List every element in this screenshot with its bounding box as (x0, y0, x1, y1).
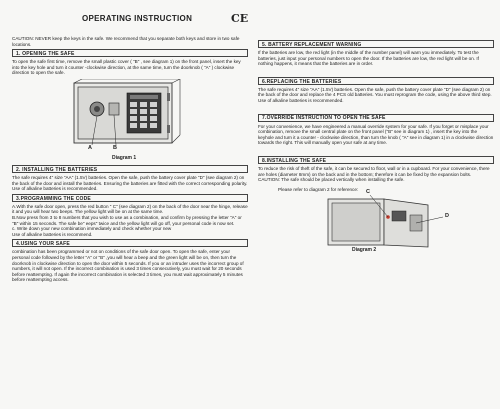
header (12, 6, 248, 24)
section-body-battery-warning: If the batteries are low, the red light (in the middle of the number panel) will warn you immediately. To test the batteries, just input your personal numbers to open the door. If the batteries are low, the red light will be on. If nothing happens, it means that the batteries are in order. (258, 50, 479, 67)
caution-note: CAUTION: NEVER keep the keys in the safe. We recommend that you separate both keys and store in two safe locations. (12, 36, 240, 47)
section-body-override: For your convenience, we have engineered a manual override system for your safe. If you forget or misplace your combination, remove the small central plate on the front panel ("B" see in diagram 1) , insert the key into the keyhole and turn it a counter - clockwise direction, than turn the knob ( "A" see in diagram 1) in a clockwise direction towards the right. This will manually open your safe at any time. (258, 123, 494, 146)
section-heading-installing-safe: 8.INSTALLING THE SAFE (258, 156, 494, 164)
right-column (258, 38, 494, 255)
safe-back-illustration (258, 195, 494, 255)
section-body-programming (12, 204, 248, 238)
programming-step-a: A.With the safe door open, press the red button " C" (see diagram 2) on the back of the door near the hinge, release it and you will hear two beeps. The yellow light will be on at the same time. (12, 203, 248, 215)
section-body-using-safe: combination has been programmed or not on conditions of the safe door open. To open the safe, enter your personal code followed by the letter "A" or "B" ,you will hear a beep and the green light will be on, then turn the doorknob in clockwise direction to open the door within 5 seconds. If you or an intruder uses the incorrect group of numbers, it will not open. If the incorrect combination is used 3 times consecutively, you must wait for 20 seconds before reattempting. If again the incorrect combination is selected 3 times, you must wait approximately 5 minutes before reattempting access. (12, 249, 244, 283)
section-heading-opening: 1. OPENING THE SAFE (12, 49, 248, 57)
diagram-2-reference: Please refer to diagram 2 for reference: (278, 186, 359, 192)
section-heading-override: 7.OVERRIDE INSTRUCTION TO OPEN THE SAFE (258, 114, 494, 122)
section-heading-programming: 3.PROGRAMMING THE CODE (12, 194, 248, 202)
section-body-installing-batteries: The safe requires 4" size "AA" (1.5V) batteries. Open the safe, push the battery cover plate "D" (see diagram 2) on the back of the door and install the batteries. Ensuring the batteries are fitted with the correct corresponding polarity. Use of alkaline batteries is recommended. (12, 174, 248, 192)
programming-step-c: c. Write down your new combination immediately and check whether your new (12, 226, 172, 232)
section-heading-using-safe: 4.USING YOUR SAFE (12, 239, 248, 247)
diagram-1-label-b: B (113, 144, 117, 151)
programming-note: Use of alkaline batteries is recommend. (12, 231, 93, 237)
diagram-2-label-c: C (366, 189, 370, 196)
diagram-1-label-a: A (88, 144, 92, 151)
section-body-replacing-batteries: The safe requires 4" size "AA" (1.5V) batteries. Open the safe, push the battery cover plate "D" (see diagram 2) on the back of the door and replace the 4 PCS old batteries. You must reprogram the code, using the above third step. Use of alkaline batteries is recommended. (258, 86, 492, 103)
section-heading-installing-batteries: 2. INSTALLING THE BATTERIES (12, 165, 248, 173)
diagram-1-caption: Diagram 1 (112, 154, 137, 161)
safe-front-illustration (12, 79, 248, 163)
section-body-opening: To open the safe first time, remove the small plastic cover ( "B" , see diagram 1) on the front panel, insert the key into the key hole and turn it counter -clockwise direction, at the same time, turn the doorknob ( "A" ) clockwise direction to open the safe. (12, 59, 241, 76)
left-column (12, 6, 248, 283)
ce-mark-icon: CE (231, 12, 249, 25)
diagram-1 (12, 79, 248, 163)
diagram-2-label-d: D (445, 213, 449, 220)
section-heading-replacing-batteries: 6.REPLACING THE BATTERIES (258, 77, 494, 85)
diagram-2-caption: Diagram 2 (352, 247, 377, 254)
section-body-installing-safe: To reduce the risk of theft of the safe, it can be secured to floor, wall or in a cupboard. For your convenience, there are holes (diameter 8mm) on the back and in the bottom; therefore it can be fixed by the expansion bolts. CAUTION: The safe should be placed vertically when installing the safe. (258, 165, 490, 183)
programming-step-b: B.Now press from 3 to 8 numbers that you wish to use as a combination, and confirm by pressing the letter "A" or "B" within 15 seconds. The safe be" eeps" twice and the yellow light will go off, your personal code is now set. (12, 214, 242, 226)
page-title: OPERATING INSTRUCTION (82, 14, 193, 23)
section-heading-battery-warning: 5. BATTERY REPLACEMENT WARNING (258, 40, 494, 48)
